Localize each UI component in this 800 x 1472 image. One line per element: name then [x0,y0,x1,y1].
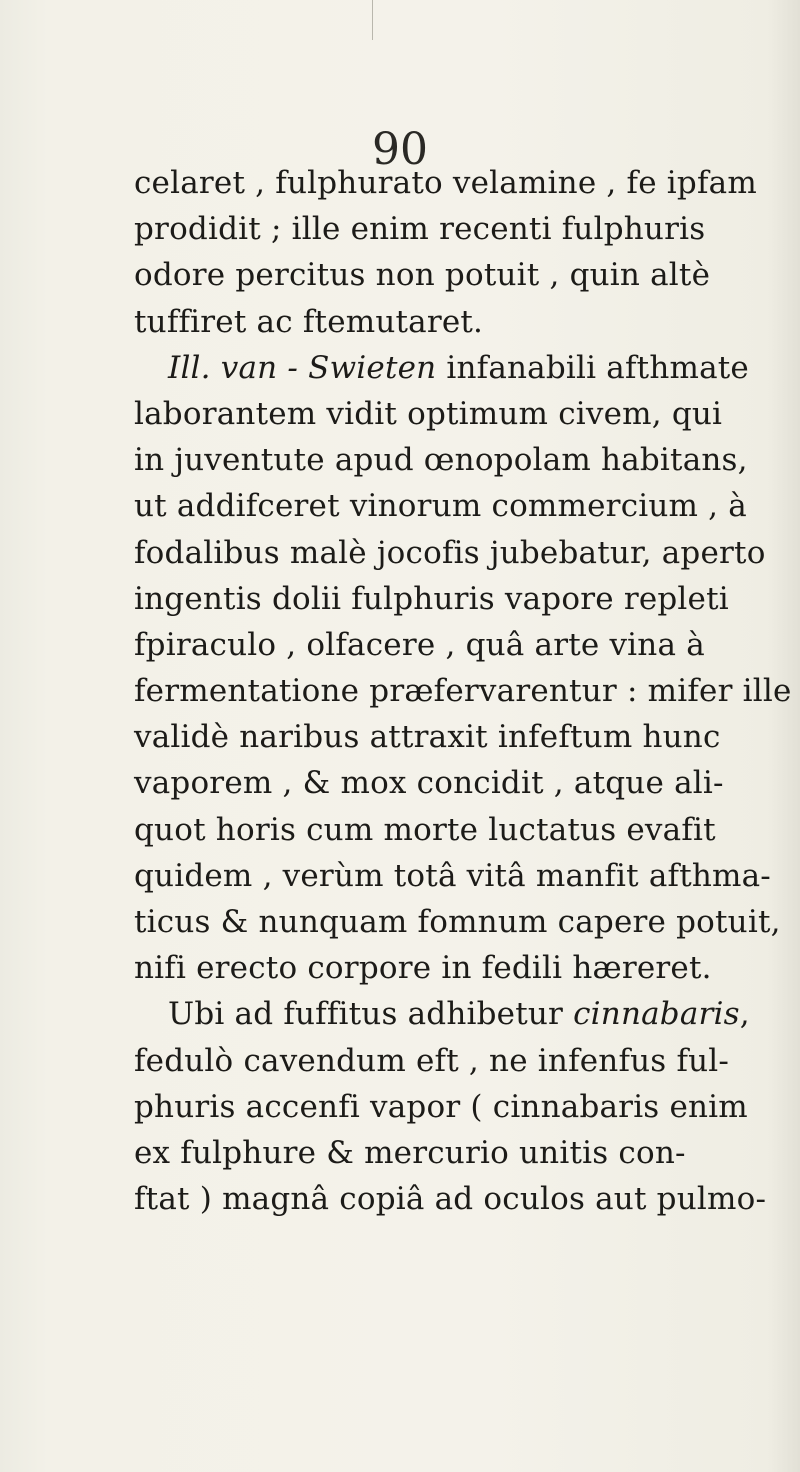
page-edge-mark [372,0,373,40]
text-segment: laborantem vidit optimum civem, qui [134,395,723,432]
text-line [134,991,774,1037]
italic-text: cinnabaris [573,996,740,1033]
italic-text: Ill. van - Swieten [168,349,437,386]
text-segment: celaret , fulphurato velamine , fe ipfam [134,165,757,201]
text-segment: Ubi ad fuffitus adhibetur [168,996,574,1033]
text-line [134,345,774,391]
text-line [134,622,774,668]
text-segment: infanabili afthmate [436,349,749,386]
text-line [134,668,792,714]
text-segment: vaporem , & mox concidit , atque ali- [134,765,724,802]
text-segment: fpiraculo , olfacere , quâ arte vina à [134,626,705,663]
text-line [134,899,781,945]
text-line [134,252,774,298]
text-segment: , [739,996,750,1033]
text-line [134,1176,774,1222]
text-segment: ftat ) magnâ copiâ ad oculos aut pulmo- [134,1181,767,1218]
text-segment: prodidit ; ille enim recenti fulphuris [134,211,706,248]
text-line [134,1130,774,1176]
text-segment: fodalibus malè jocofis jubebatur, aperto [134,534,766,571]
text-line [134,576,774,622]
text-segment: ex fulphure & mercurio unitis con- [134,1134,686,1171]
text-segment: validè naribus attraxit infeftum hunc [134,719,721,756]
text-segment: ut addifceret vinorum commercium , à [134,488,747,525]
text-segment: nifi erecto corpore in fedili hæreret. [134,950,712,987]
text-segment: ingentis dolii fulphuris vapore repleti [134,580,729,617]
text-line [134,1084,774,1130]
text-line [134,853,774,899]
text-line [134,945,774,991]
text-segment: in juventute apud œnopolam habitans, [134,442,748,479]
text-line [134,714,774,760]
body-text [134,160,792,1222]
text-line [134,807,774,853]
text-line [134,206,774,252]
text-segment: quidem , verùm totâ vitâ manfit afthma- [134,857,771,894]
text-segment: tuffiret ac ftemutaret. [134,303,484,340]
text-line [134,299,774,345]
text-line [134,1038,774,1084]
text-segment: odore percitus non potuit , quin altè [134,257,711,294]
text-segment: fermentatione præfervarentur : mifer ille [134,673,792,710]
text-line [134,760,774,806]
text-line [134,391,774,437]
text-line [134,437,774,483]
text-segment: phuris accenfi vapor ( cinnabaris enim [134,1088,748,1125]
text-line [134,483,774,529]
text-line [134,530,774,576]
text-line [134,160,774,206]
text-segment: ticus & nunquam fomnum capere potuit, [134,904,781,940]
page-number: 90 [372,124,428,175]
text-segment: fedulò cavendum eft , ne infenfus ful- [134,1042,730,1079]
text-segment: quot horis cum morte luctatus evafit [134,811,716,848]
